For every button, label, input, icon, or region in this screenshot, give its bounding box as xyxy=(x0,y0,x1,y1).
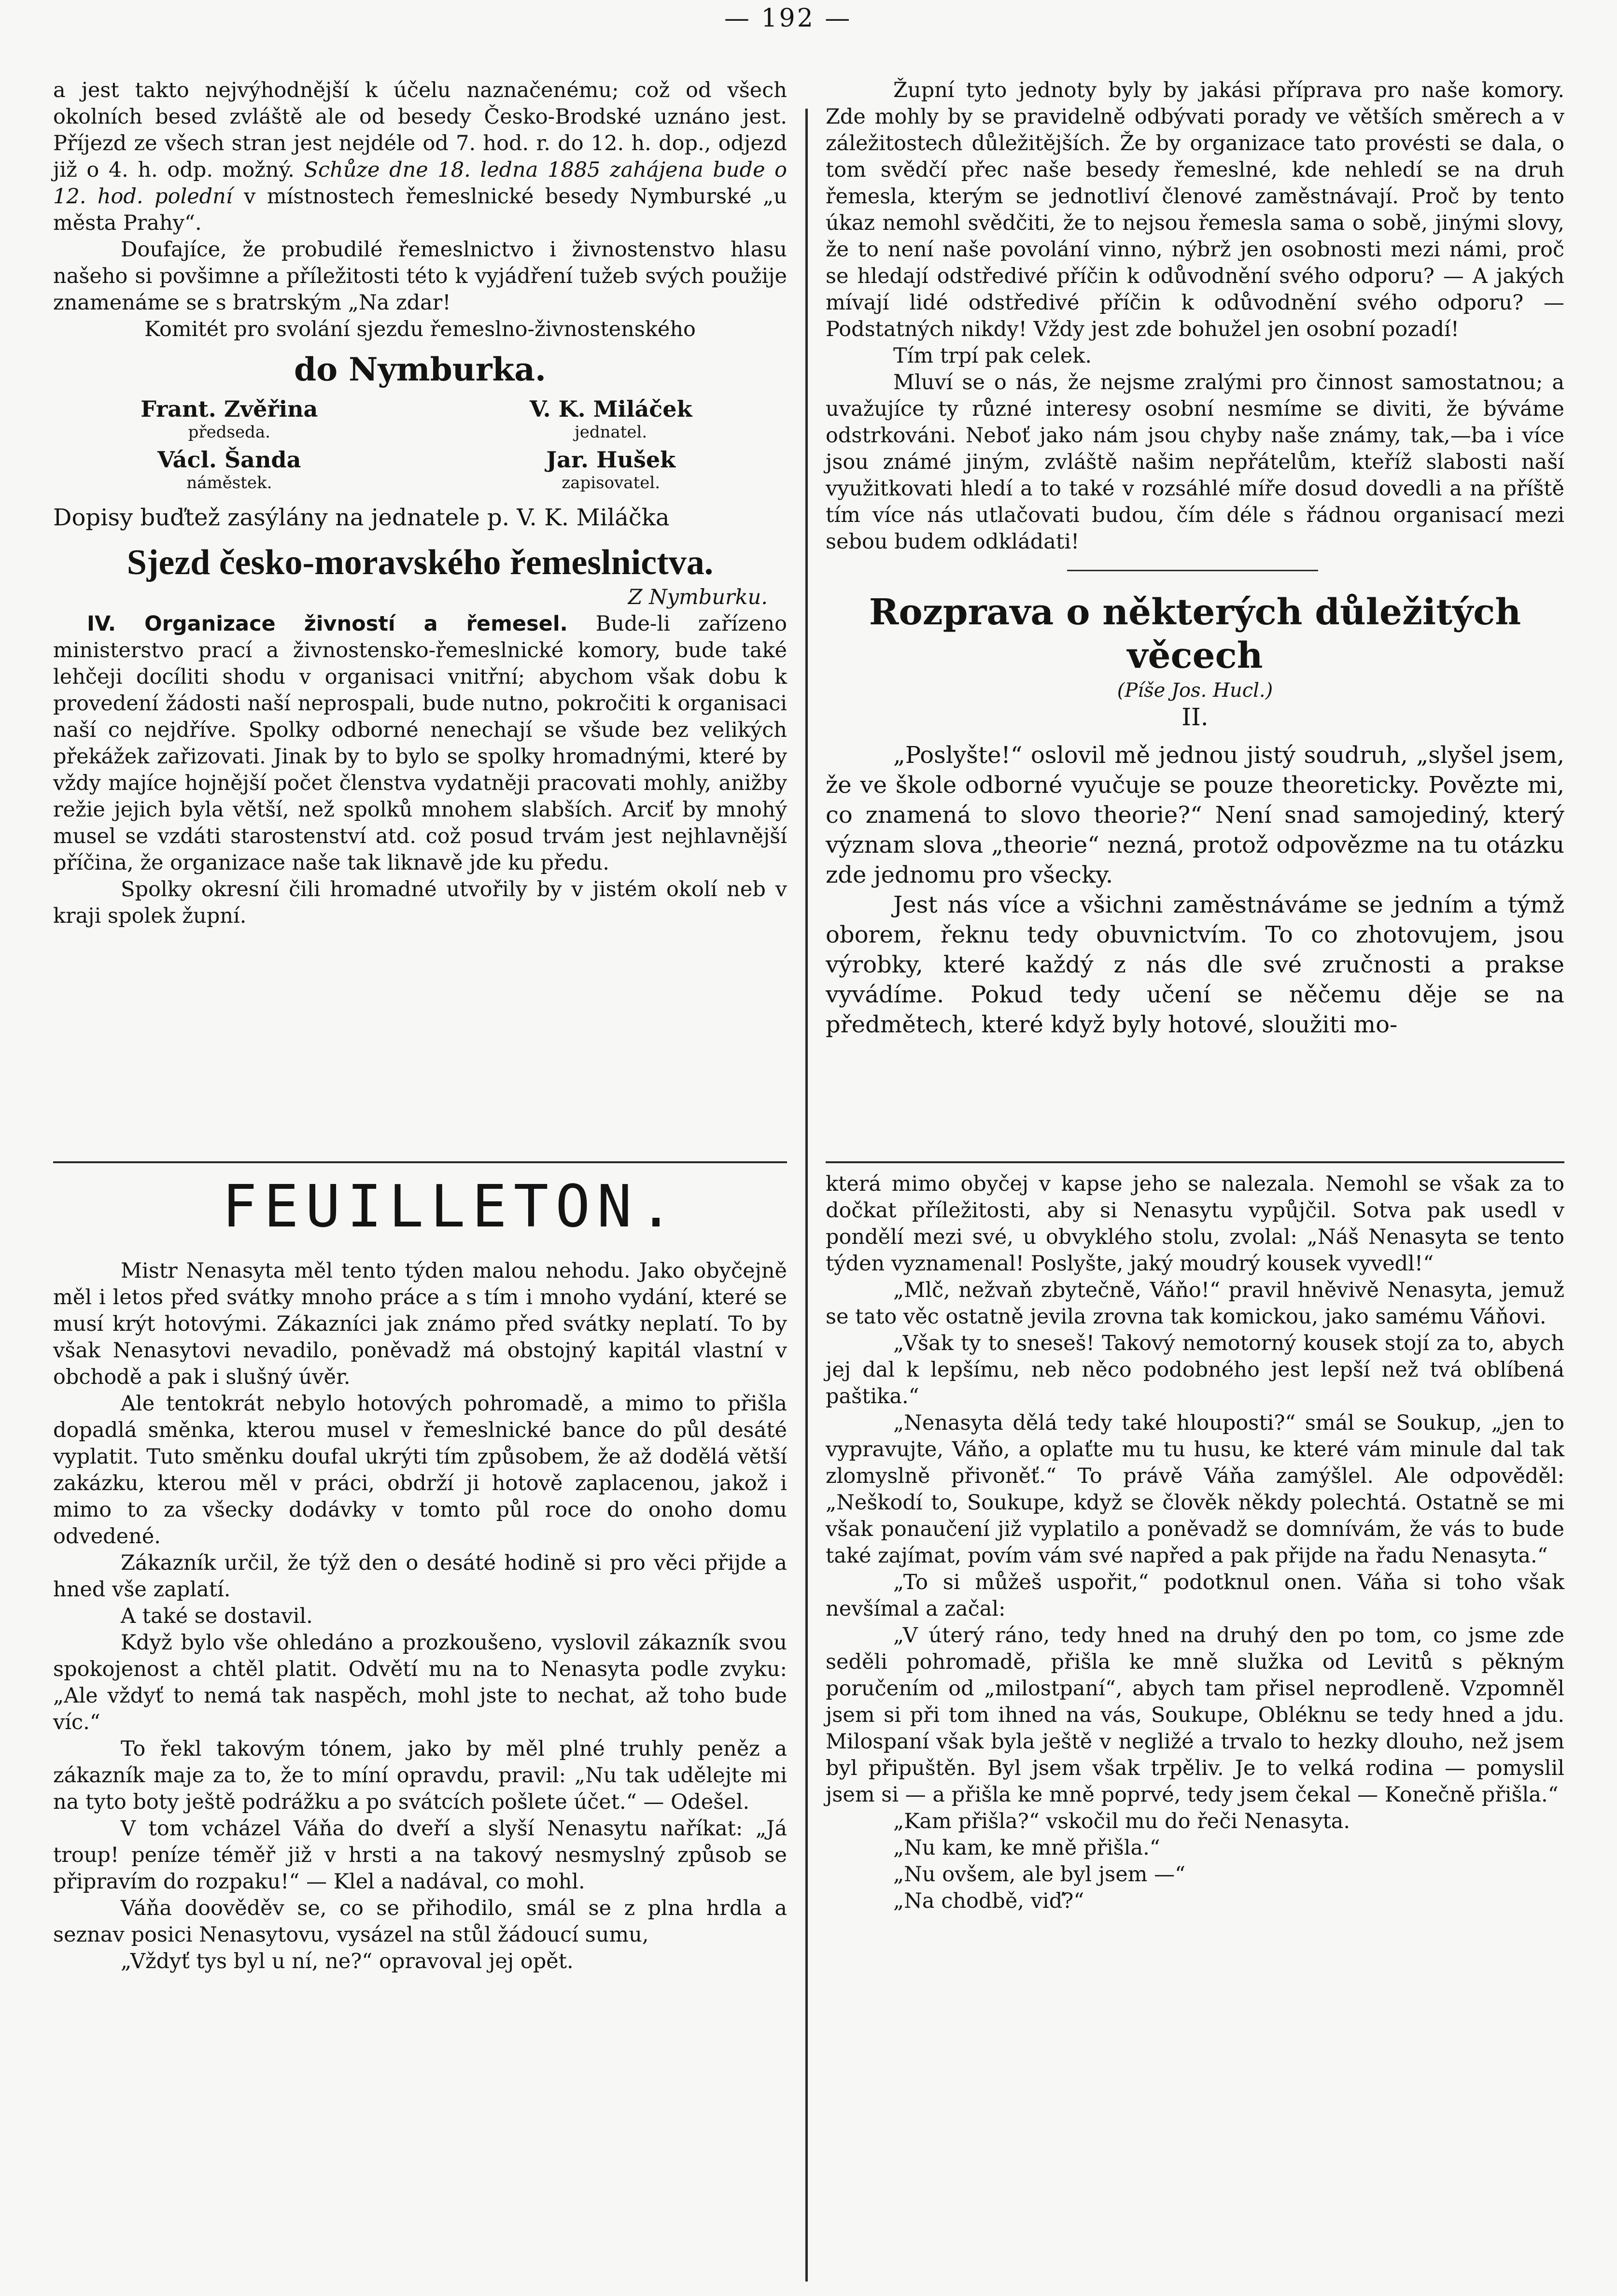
feuilleton-right-column xyxy=(826,1171,1564,1915)
committee-line: Komitét pro svolání sjezdu řemeslno-živnostenského xyxy=(144,317,696,341)
feuilleton-paragraph: Mistr Nenasyta měl tento týden malou nehodu. Jako obyčejně měl i letos před svátky mnoho práce a s tím i mnoho vydání, které se musí krýt hotovými. Zákazníci jak známo před svátky neplatí. To by však Nenasytovi nevadilo, poněvadž má obstojný kapitál vlastní v obchodě a pak i slušný úvěr. xyxy=(53,1259,787,1389)
feuilleton-paragraph: „To si můžeš uspořit,“ podotknul onen. Váňa si toho však nevšímal a začal: xyxy=(826,1570,1564,1621)
feuilleton-paragraph: A také se dostavil. xyxy=(121,1604,313,1628)
signatory: Václ. Šanda náměstek. xyxy=(157,447,301,493)
feuilleton-paragraph: „Nu ovšem, ale byl jsem —“ xyxy=(893,1862,1186,1887)
feuilleton-heading: FEUILLETON. xyxy=(222,1173,680,1240)
feuilleton-paragraph: Když bylo vše ohledáno a prozkoušeno, vyslovil zákazník svou spokojenost a chtěl platit. Odvětí mu na to Nenasyta podle zvyku: „Ale vždyť to nemá tak naspěch, mohl jste to nechat, až toho bude víc.“ xyxy=(53,1631,787,1734)
feuilleton-paragraph: „Nu kam, ke mně přišla.“ xyxy=(893,1836,1160,1860)
organisation-paragraph: Mluví se o nás, že nejsme zralými pro činnost samostatnou; a uvažujíce ty různé interesy osobní nesmíme se diviti, že býváme odstrkováni. Neboť jako nám jsou chyby naše známy, tak,—ba i více jsou známé jiným, zvláště našim nepřátelům, kteříž slabosti naší využitkovati hledí a to také v rozsáhlé míře dosud dovedli a na příště tím více nás utlačovati budou, čím déle s řádnou organisací mezi sebou budem odkládati! xyxy=(826,370,1564,554)
feuilleton-paragraph: „Na chodbě, viď?“ xyxy=(893,1889,1084,1913)
section-rule xyxy=(1067,570,1318,571)
letters-note: Dopisy buďtež zasýlány na jednatele p. V. K. Miláčka xyxy=(53,504,670,531)
feuilleton-rule-right xyxy=(826,1161,1564,1163)
feuilleton-rule-left xyxy=(53,1161,787,1163)
sjezd-heading: Sjezd česko-moravského řemeslnictva. xyxy=(127,543,714,582)
intro-paragraph: a jest takto nejvýhodnější k účelu naznačenému; což od všech okolních besed zvláště ale od besedy Česko-Brodské uznáno jest. Příjezd ze všech stran jest nejdéle od 7. hod. r. do 12. h. dop., odjezd již o 4. h. odp. možný. Schůze dne 18. ledna 1885 zahájena bude o 12. hod. polední v místnostech řemeslnické besedy Nymburské „u města Prahy“. xyxy=(53,78,787,235)
rozprava-byline: (Píše Jos. Hucl.) xyxy=(1117,679,1273,702)
rozprava-paragraph: Jest nás více a všichni zaměstnáváme se jedním a týmž oborem, řeknu tedy obuvnictvím. To co zhotovujem, jsou výrobky, které každý z nás dle své zručnosti a prakse vyvádíme. Pokud tedy učení se něčemu děje se na předmětech, které když byly hotové, sloužiti mo- xyxy=(826,891,1564,1038)
left-top-column xyxy=(53,77,787,930)
right-top-column xyxy=(826,77,1564,1040)
column-divider xyxy=(805,109,808,2282)
feuilleton-paragraph: „Vždyť tys byl u ní, ne?“ opravoval jej opět. xyxy=(121,1949,574,1973)
feuilleton-paragraph: Váňa doověděv se, co se přihodilo, smál se z plna hrdla a seznav posici Nenasytovu, vysázel na stůl žádoucí sumu, xyxy=(53,1896,787,1947)
destination-heading: do Nymburka. xyxy=(294,351,547,388)
feuilleton-paragraph: „Nenasyta dělá tedy také hlouposti?“ smál se Soukup, „jen to vypravujte, Váňo, a oplaťte mu tu husu, ke které vám minule dal tak zlomyslně přivoněť.“ To právě Váňa zamýšlel. Ale odpověděl: „Neškodí to, Soukupe, když se člověk někdy polechtá. Ostatně se mi však ponaučení již vyplatilo a poněvadž se domnívám, že vás to bude také zajímat, povím vám své napřed a pak přijde na řadu Nenasyta.“ xyxy=(826,1411,1564,1568)
rozprava-heading: Rozprava o některých důležitých věcech xyxy=(869,592,1521,676)
signatory-row xyxy=(53,396,787,442)
signatory: Jar. Hušek zapisovatel. xyxy=(546,447,675,493)
feuilleton-paragraph: „Však ty to sneseš! Takový nemotorný kousek stojí za to, abych jej dal k lepšímu, neb něco podobného jest lepší než tvá oblíbená paštika.“ xyxy=(826,1331,1564,1409)
feuilleton-paragraph: která mimo obyčej v kapse jeho se nalezala. Nemohl se však za to dočkat příležitosti, aby si Nenasytu vypůjčil. Sotva pak usedl v pondělí mezi své, u obvyklého stolu, zvolal: „Náš Nenasyta se tento týden vyznamenal! Poslyšte, jaký moudrý kousek vyvedl!“ xyxy=(826,1172,1564,1276)
sjezd-byline: Z Nymburku. xyxy=(628,585,768,609)
feuilleton-paragraph: To řekl takovým tónem, jako by měl plné truhly peněz a zákazník maje za to, že to míní opravdu, pravil: „Nu tak udělejte mi na tyto boty ještě podrážku a po svátcích pošlete účet.“ — Odešel. xyxy=(53,1737,787,1814)
signatory-row xyxy=(53,447,787,493)
feuilleton-paragraph: Ale tentokrát nebylo hotových pohromadě, a mimo to přišla dopadlá směnka, kterou musel v řemeslnické bance do půl desáté vyplatit. Tuto směnku doufal ukrýti tím způsobem, že až dodělá větší zakázku, kterou měl v práci, obdrží ji hotově zaplacenou, jakož i mimo to za všecky dodávky v tomto půl roce do onoho domu odvedené. xyxy=(53,1392,787,1549)
rozprava-section: II. xyxy=(1181,703,1209,731)
appeal-paragraph: Doufajíce, že probudilé řemeslnictvo i živnostenstvo hlasu našeho si povšimne a příležitosti této k vyjádření tužeb svých použije znamenáme se s bratrským „Na zdar! xyxy=(53,238,787,315)
feuilleton-paragraph: „Kam přišla?“ vskočil mu do řeči Nenasyta. xyxy=(893,1809,1350,1833)
sjezd-paragraph-1: IV. Organizace živností a řemesel. Bude-li zařízeno ministerstvo prací a živnostensko-řemeslnické komory, bude také lehčeji docíliti shodu v organisaci vnitřní; abychom však dobu k provedení žádosti naší neprospali, bude nutno, pokročiti k organisaci naší co nejdříve. Spolky odborné nenechají se všude bez velikých překážek zařizovati. Jinak by to bylo se spolky hromadnými, které by vždy majíce hojnější počet členstva vydatněji pracovati mohly, anižby režie jejich byla větší, než spolků mnohem slabších. Arciť by mnohý musel se vzdáti starostenství atd. což posud trvám jest nejhlavnější příčina, že organizace naše tak liknavě jde ku předu. xyxy=(53,612,787,875)
feuilleton-paragraph: V tom vcházel Váňa do dveří a slyší Nenasytu naříkat: „Já troup! peníze téměř již v hrsti a na takový nesmyslný způsob se připravím do rozpaku!“ — Klel a nadával, co mohl. xyxy=(53,1817,787,1894)
signatory: Frant. Zvěřina předseda. xyxy=(141,396,318,442)
celek-paragraph: Tím trpí pak celek. xyxy=(893,344,1092,368)
signatory: V. K. Miláček jednatel. xyxy=(529,396,692,442)
page-number: — 192 — xyxy=(724,4,852,33)
zupni-paragraph: Župní tyto jednoty byly by jakási příprava pro naše komory. Zde mohly by se pravidelně odbývati porady ve větších směrech a v záležitostech důležitějších. Že by organizace tato provésti se dala, o tom svědčí přec naše besedy řemeslné, kde nehledí se na druh řemesla, kterým se jednotliví členové zaměstnávají. Proč by tento úkaz nemohl svědčiti, že to nejsou řemesla sama o sobě, jinými slovy, že to není naše povolání vinno, nýbrž jen osobnosti mezi námi, proč se hledají odstředivé příčin k odůvodnění svého odporu? — A jakých mívají lidé odstředivé příčin k odůvodnění svého odporu? — Podstatných nikdy! Vždy jest zde bohužel jen osobní pozadí! xyxy=(826,78,1564,341)
feuilleton-paragraph: Zákazník určil, že týž den o desáté hodině si pro věci přijde a hned vše zaplatí. xyxy=(53,1551,787,1602)
feuilleton-paragraph: „V úterý ráno, tedy hned na druhý den po tom, co jsme zde seděli pohromadě, přišla ke mně služka od Levitů s pěkným poručením od „milostpaní“, abych tam přisel neprodleně. Vzpomněl jsem si při tom ihned na vás, Soukupe, Obléknu se tedy hned a jdu. Milospaní však byla ještě v negližé a trvalo to hezky dlouho, než jsem byl připuštěn. Byl jsem však trpěliv. Je to velká rodina — pomyslil jsem si — a přišla ke mně poprvé, tedy jsem čekal — Konečně přišla.“ xyxy=(826,1623,1564,1807)
rozprava-paragraph: „Poslyšte!“ oslovil mě jednou jistý soudruh, „slyšel jsem, že ve škole odborné vyučuje se pouze theoreticky. Povězte mi, co znamená to slovo theorie?“ Není snad samojediný, který význam slova „theorie“ nezná, protož odpovězme na tu otázku zde jednomu pro všecky. xyxy=(826,742,1564,888)
feuilleton-left-column xyxy=(53,1171,787,1975)
sjezd-paragraph-2: Spolky okresní čili hromadné utvořily by v jistém okolí neb v kraji spolek župní. xyxy=(53,877,787,928)
feuilleton-paragraph: „Mlč, nežvaň zbytečně, Váňo!“ pravil hněvivě Nenasyta, jemuž se tato věc ostatně jevila zrovna tak komickou, jako samému Váňovi. xyxy=(826,1278,1564,1329)
